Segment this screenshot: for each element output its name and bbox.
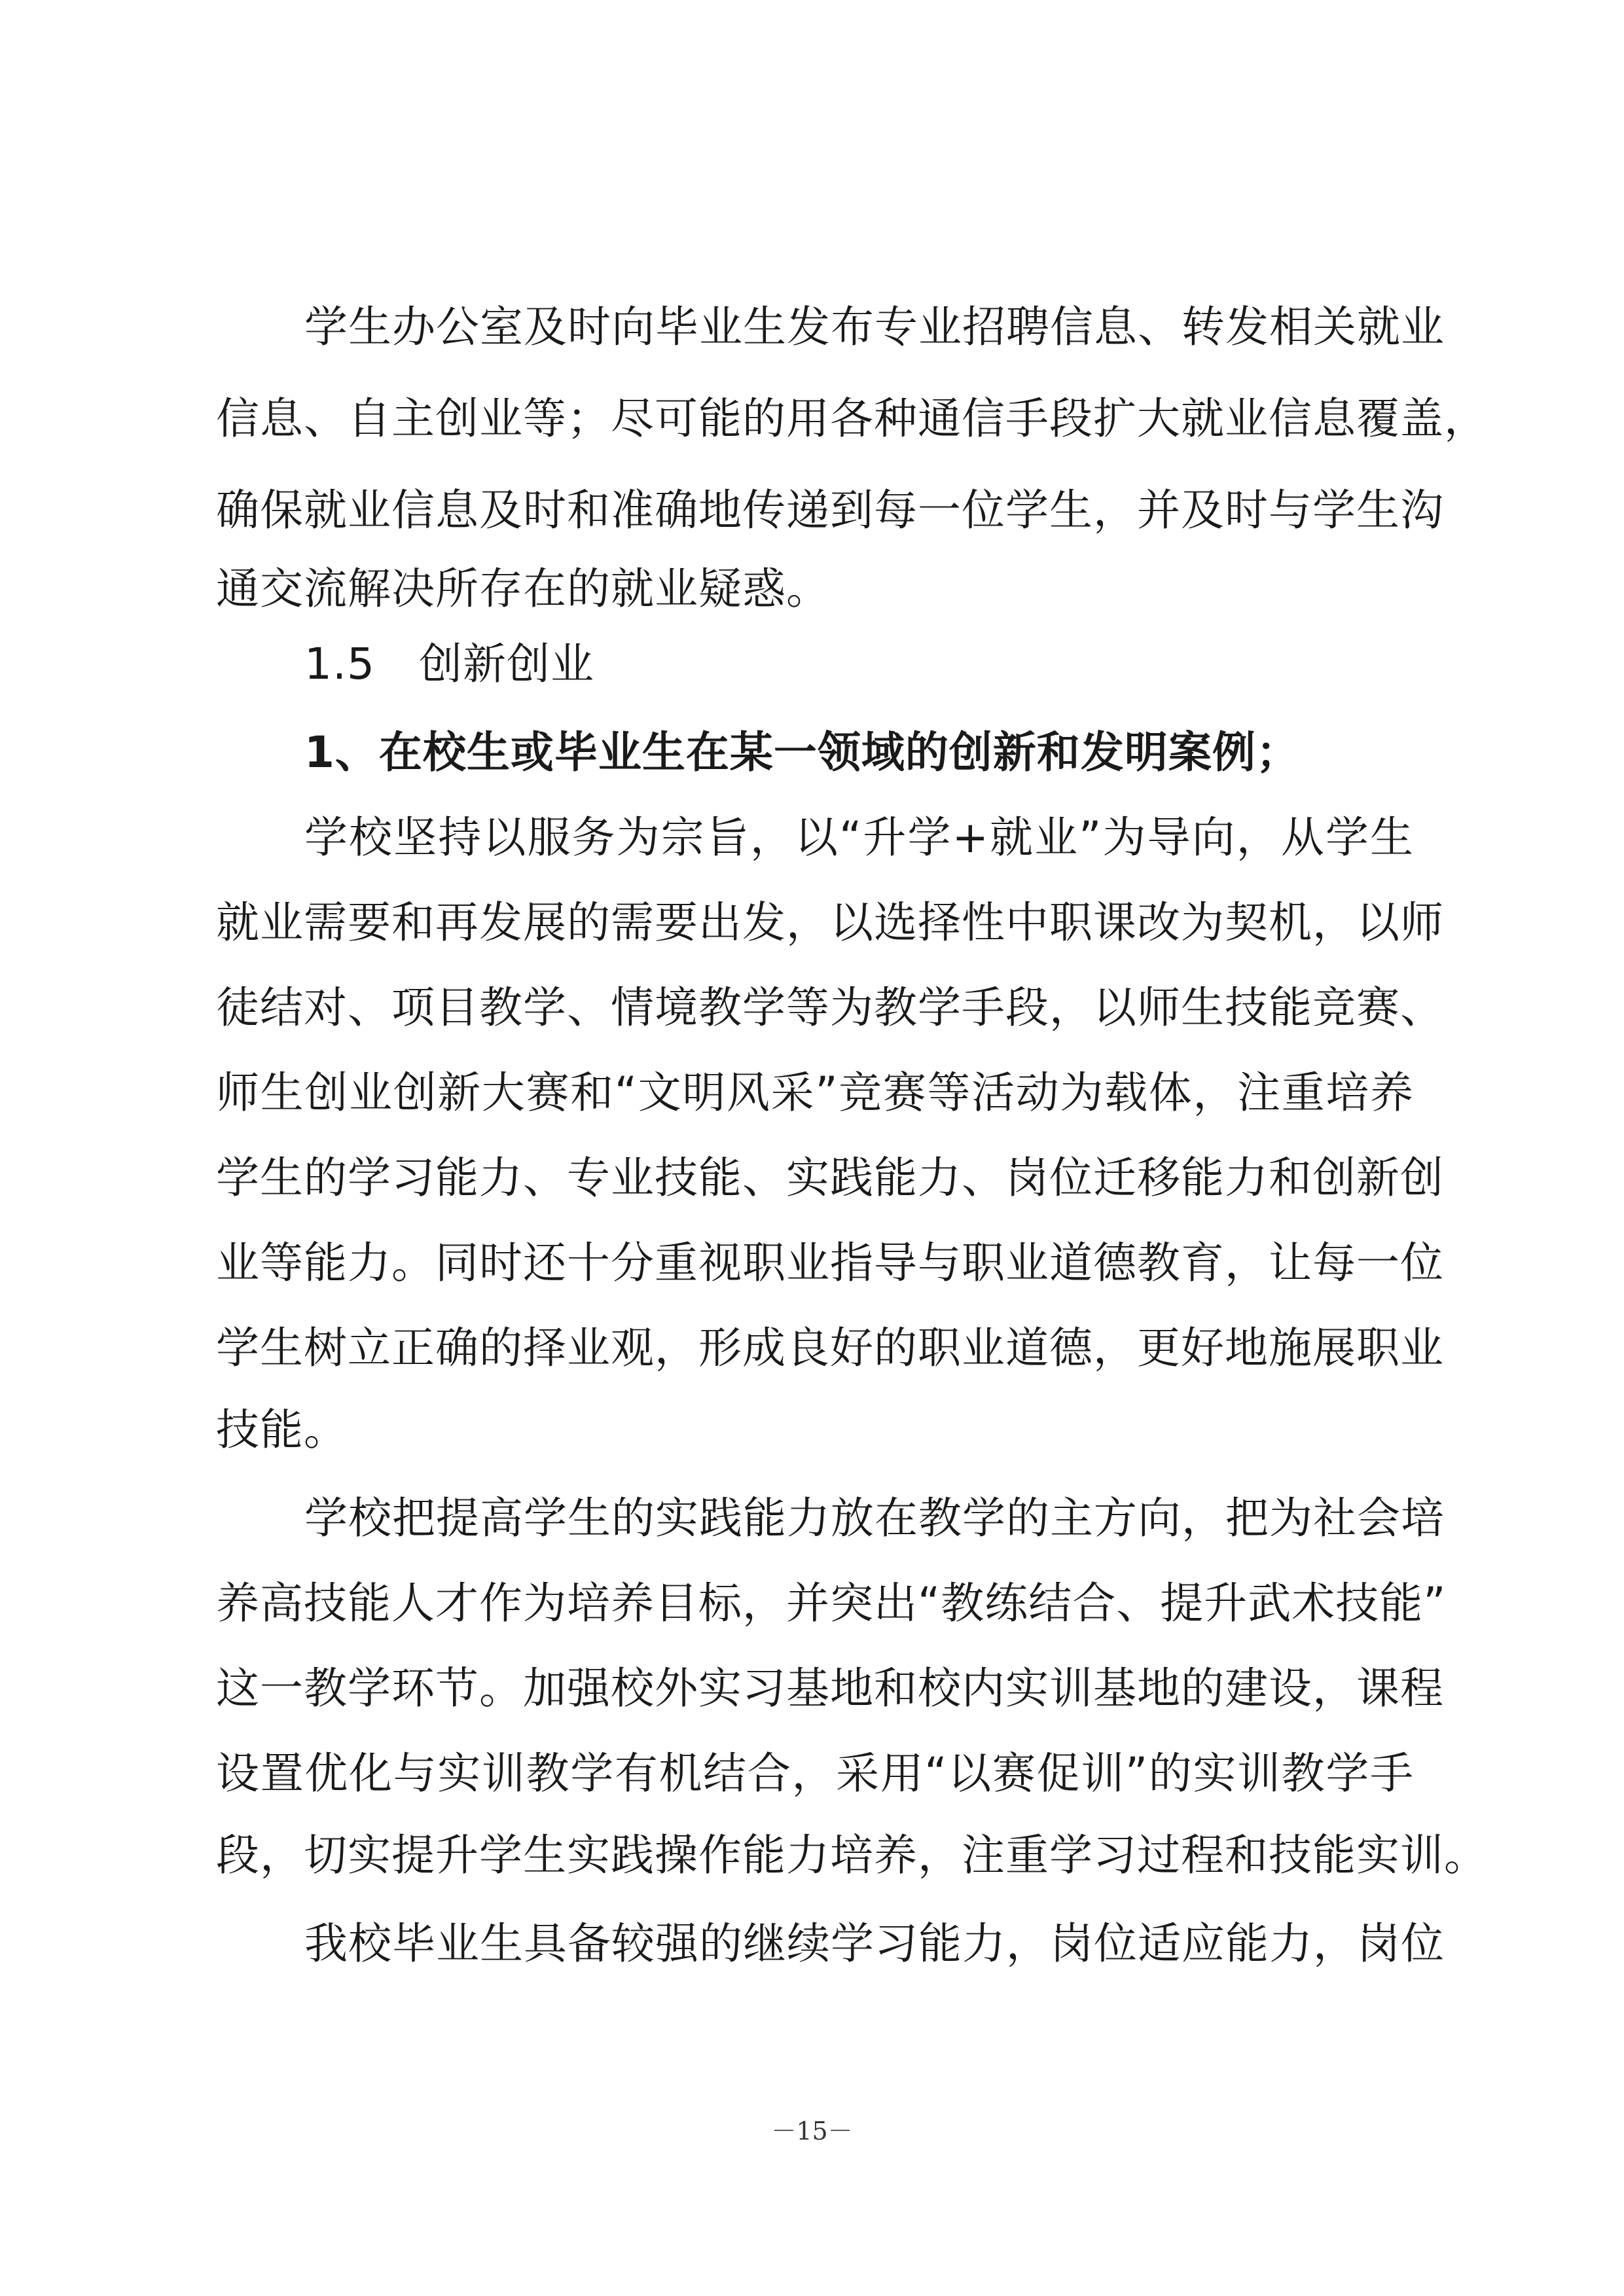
section-heading: 1.5 创新创业	[304, 639, 594, 689]
paragraph-2-line-1: 学校坚持以服务为宗旨，以“升学+就业”为导向，从学生	[304, 812, 1414, 863]
paragraph-3-line-1: 学校把提高学生的实践能力放在教学的主方向，把为社会培	[304, 1493, 1445, 1543]
paragraph-3-line-4: 设置优化与实训教学有机结合，采用“以赛促训”的实训教学手	[216, 1748, 1414, 1799]
subsection-heading: 1、在校生或毕业生在某一领域的创新和发明案例；	[304, 727, 1300, 778]
paragraph-1-line-1: 学生办公室及时向毕业生发布专业招聘信息、转发相关就业	[304, 302, 1445, 352]
paragraph-3-line-5: 段，切实提升学生实践操作能力培养，注重学习过程和技能实训。	[216, 1830, 1488, 1880]
paragraph-3-line-2: 养高技能人才作为培养目标，并突出“教练结合、提升武术技能”	[216, 1578, 1447, 1628]
paragraph-3-line-3: 这一教学环节。加强校外实习基地和校内实训基地的建设，课程	[216, 1663, 1444, 1713]
paragraph-2-line-8: 技能。	[216, 1405, 348, 1455]
page-number: －15－	[771, 2117, 853, 2145]
paragraph-2-line-2: 就业需要和再发展的需要出发，以选择性中职课改为契机，以师	[216, 897, 1444, 948]
paragraph-2-line-5: 学生的学习能力、专业技能、实践能力、岗位迁移能力和创新创	[216, 1153, 1444, 1203]
paragraph-2-line-3: 徒结对、项目教学、情境教学等为教学手段，以师生技能竞赛、	[216, 982, 1444, 1033]
paragraph-2-line-7: 学生树立正确的择业观，形成良好的职业道德，更好地施展职业	[216, 1323, 1444, 1373]
paragraph-2-line-6: 业等能力。同时还十分重视职业指导与职业道德教育，让每一位	[216, 1238, 1444, 1288]
paragraph-2-line-4: 师生创业创新大赛和“文明风采”竞赛等活动为载体，注重培养	[216, 1067, 1414, 1118]
paragraph-4-line-1: 我校毕业生具备较强的继续学习能力，岗位适应能力，岗位	[304, 1918, 1445, 1969]
paragraph-1-line-2: 信息、自主创业等；尽可能的用各种通信手段扩大就业信息覆盖，	[216, 393, 1488, 444]
paragraph-1-line-4: 通交流解决所存在的就业疑惑。	[216, 564, 830, 614]
paragraph-1-line-3: 确保就业信息及时和准确地传递到每一位学生，并及时与学生沟	[216, 485, 1444, 535]
